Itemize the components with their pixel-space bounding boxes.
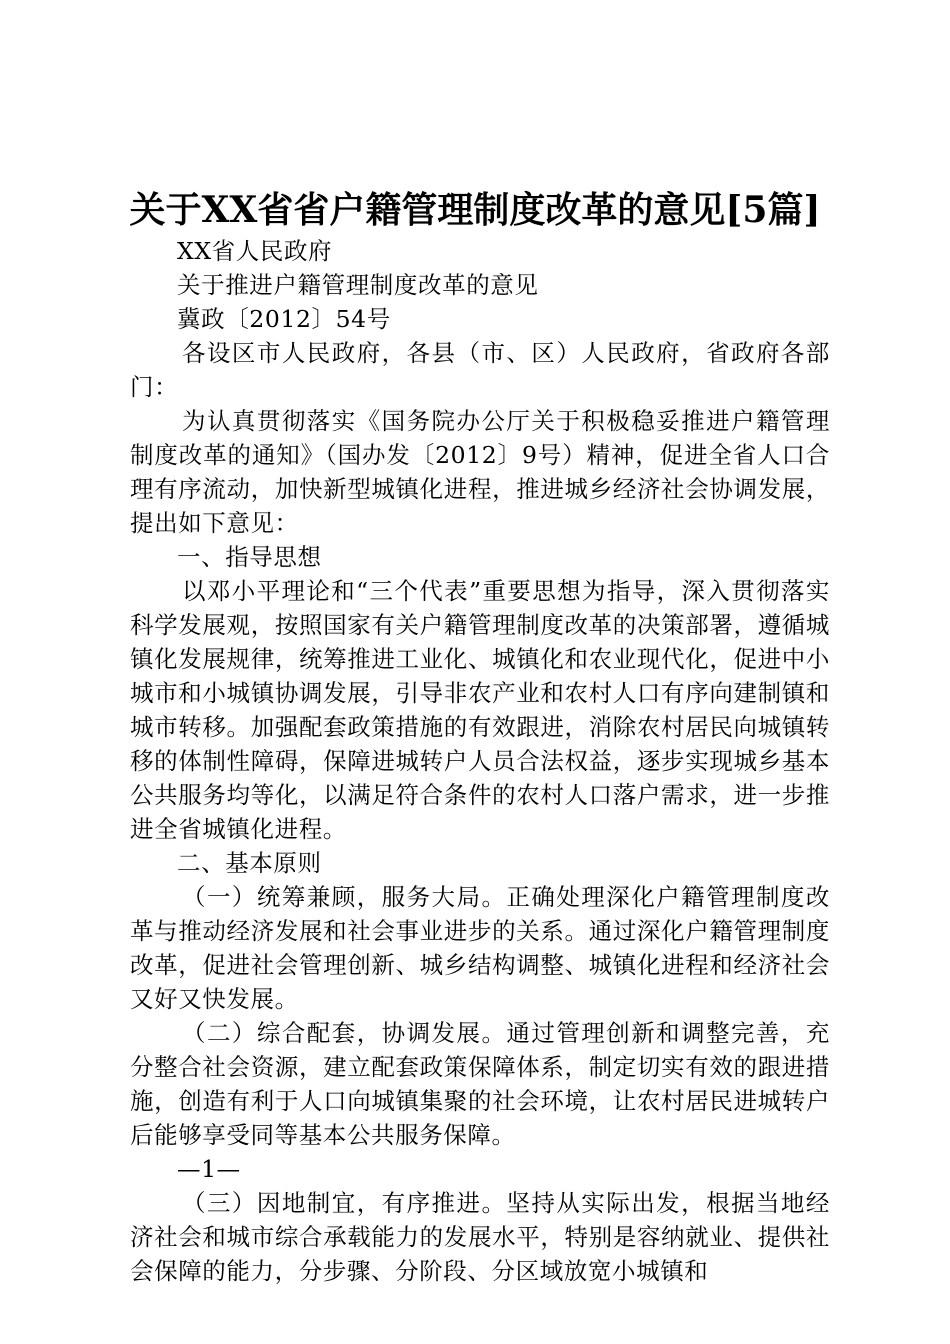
section-heading: 一、指导思想: [177, 543, 322, 571]
addressee-line: 各设区市人民政府，各县（市、区）人民政府，省政府各部门：: [130, 339, 830, 401]
body-paragraph: （三）因地制宜，有序推进。坚持从实际出发，根据当地经济社会和城市综合承载能力的发展水平，特别是容纳就业、提供社会保障的能力，分步骤、分阶段、分区域放宽小城镇和: [130, 1189, 830, 1285]
body-paragraph: 以邓小平理论和“三个代表”重要思想为指导，深入贯彻落实科学发展观，按照国家有关户籍管理制度改革的决策部署，遵循城镇化发展规律，统筹推进工业化、城镇化和农业现代化，促进中小城市和小城镇协调发展，引导非农产业和农村人口有序向建制镇和城市转移。加强配套政策措施的有效跟进，消除农村居民向城镇转移的体制性障碍，保障进城转户人员合法权益，逐步实现城乡基本公共服务均等化，以满足符合条件的农村人口落户需求，进一步推进全省城镇化进程。: [130, 577, 830, 843]
subject-line: 关于推进户籍管理制度改革的意见: [177, 271, 539, 299]
body-paragraph: （二）综合配套，协调发展。通过管理创新和调整完善，充分整合社会资源，建立配套政策保障体系，制定切实有效的跟进措施，创造有利于人口向城镇集聚的社会环境，让农村居民进城转户后能够享受同等基本公共服务保障。: [130, 1019, 830, 1149]
body-paragraph: 为认真贯彻落实《国务院办公厅关于积极稳妥推进户籍管理制度改革的通知》（国办发〔2012〕9号）精神，促进全省人口合理有序流动，加快新型城镇化进程，推进城乡经济社会协调发展，提出如下意见：: [130, 407, 830, 537]
document-body: [130, 234, 830, 1288]
body-paragraph: （一）统筹兼顾，服务大局。正确处理深化户籍管理制度改革与推动经济发展和社会事业进步的关系。通过深化户籍管理制度改革，促进社会管理创新、城乡结构调整、城镇化进程和经济社会又好又快发展。: [130, 883, 830, 1013]
document-number: 冀政〔2012〕54号: [177, 305, 391, 333]
section-heading: 二、基本原则: [177, 849, 322, 877]
page-number: —1—: [177, 1155, 241, 1183]
issuer-line: XX省人民政府: [177, 237, 333, 265]
document-title: 关于XX省省户籍管理制度改革的意见[5篇]: [129, 189, 821, 231]
